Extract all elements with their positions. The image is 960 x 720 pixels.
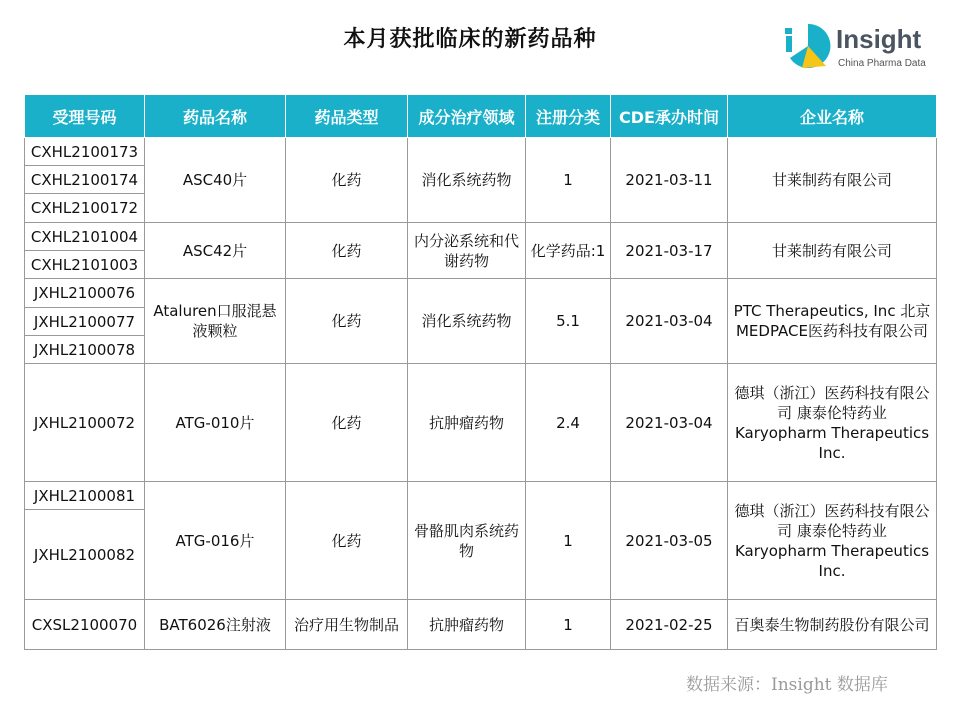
header-drug-type: 药品类型 xyxy=(286,95,408,138)
logo-name: Insight xyxy=(836,24,922,54)
insight-logo-icon xyxy=(782,20,834,72)
drug-name-cell: Ataluren口服混悬液颗粒 xyxy=(145,279,286,364)
drug-type-cell: 化药 xyxy=(286,482,408,600)
company-cell: 百奥泰生物制药股份有限公司 xyxy=(728,600,937,650)
company-cell: 德琪（浙江）医药科技有限公司 康泰伦特药业 Karyopharm Therapeutics Inc. xyxy=(728,482,937,600)
header-registration-class: 注册分类 xyxy=(526,95,611,138)
header-therapeutic-area: 成分治疗领域 xyxy=(408,95,526,138)
company-cell: 甘莱制药有限公司 xyxy=(728,138,937,223)
acceptance-no-cell: CXSL2100070 xyxy=(25,600,145,650)
therapeutic-area-cell: 骨骼肌肉系统药物 xyxy=(408,482,526,600)
cde-date-cell: 2021-03-04 xyxy=(611,279,728,364)
acceptance-no-cell: JXHL2100081 xyxy=(25,482,145,510)
company-cell: 甘莱制药有限公司 xyxy=(728,223,937,279)
data-source-note: 数据来源：Insight 数据库 xyxy=(686,675,888,695)
drug-name-cell: ASC40片 xyxy=(145,138,286,223)
drug-name-cell: ATG-016片 xyxy=(145,482,286,600)
drug-type-cell: 化药 xyxy=(286,279,408,364)
table-row xyxy=(25,482,937,510)
acceptance-no-cell: CXHL2100173 xyxy=(25,138,145,166)
acceptance-no-cell: CXHL2100172 xyxy=(25,194,145,223)
drug-type-cell: 化药 xyxy=(286,223,408,279)
drug-type-cell: 治疗用生物制品 xyxy=(286,600,408,650)
drug-table xyxy=(24,94,937,650)
acceptance-no-cell: JXHL2100076 xyxy=(25,279,145,308)
registration-class-cell: 1 xyxy=(526,138,611,223)
registration-class-cell: 1 xyxy=(526,600,611,650)
logo-tagline: China Pharma Data xyxy=(838,58,926,69)
registration-class-cell: 1 xyxy=(526,482,611,600)
header-acceptance-no: 受理号码 xyxy=(25,95,145,138)
acceptance-no-cell: CXHL2101003 xyxy=(25,251,145,279)
cde-date-cell: 2021-03-17 xyxy=(611,223,728,279)
drug-type-cell: 化药 xyxy=(286,364,408,482)
therapeutic-area-cell: 内分泌系统和代谢药物 xyxy=(408,223,526,279)
drug-type-cell: 化药 xyxy=(286,138,408,223)
drug-name-cell: ATG-010片 xyxy=(145,364,286,482)
company-cell: 德琪（浙江）医药科技有限公司 康泰伦特药业 Karyopharm Therapeutics Inc. xyxy=(728,364,937,482)
therapeutic-area-cell: 抗肿瘤药物 xyxy=(408,600,526,650)
table-row xyxy=(25,223,937,251)
table-row xyxy=(25,138,937,166)
header-cde-date: CDE承办时间 xyxy=(611,95,728,138)
therapeutic-area-cell: 消化系统药物 xyxy=(408,279,526,364)
registration-class-cell: 化学药品:1 xyxy=(526,223,611,279)
table-row xyxy=(25,600,937,650)
therapeutic-area-cell: 抗肿瘤药物 xyxy=(408,364,526,482)
company-cell: PTC Therapeutics, Inc 北京MEDPACE医药科技有限公司 xyxy=(728,279,937,364)
header-drug-name: 药品名称 xyxy=(145,95,286,138)
acceptance-no-cell: JXHL2100078 xyxy=(25,336,145,364)
cde-date-cell: 2021-02-25 xyxy=(611,600,728,650)
cde-date-cell: 2021-03-04 xyxy=(611,364,728,482)
header-company: 企业名称 xyxy=(728,95,937,138)
therapeutic-area-cell: 消化系统药物 xyxy=(408,138,526,223)
table-header-row xyxy=(25,95,937,138)
page-title: 本月获批临床的新药品种 xyxy=(343,27,597,52)
cde-date-cell: 2021-03-11 xyxy=(611,138,728,223)
acceptance-no-cell: JXHL2100077 xyxy=(25,308,145,336)
drug-name-cell: BAT6026注射液 xyxy=(145,600,286,650)
drug-name-cell: ASC42片 xyxy=(145,223,286,279)
insight-logo xyxy=(782,20,942,76)
registration-class-cell: 5.1 xyxy=(526,279,611,364)
acceptance-no-cell: CXHL2100174 xyxy=(25,166,145,194)
cde-date-cell: 2021-03-05 xyxy=(611,482,728,600)
acceptance-no-cell: JXHL2100072 xyxy=(25,364,145,482)
table-row xyxy=(25,279,937,308)
acceptance-no-cell: JXHL2100082 xyxy=(25,510,145,600)
registration-class-cell: 2.4 xyxy=(526,364,611,482)
table-row xyxy=(25,364,937,482)
acceptance-no-cell: CXHL2101004 xyxy=(25,223,145,251)
